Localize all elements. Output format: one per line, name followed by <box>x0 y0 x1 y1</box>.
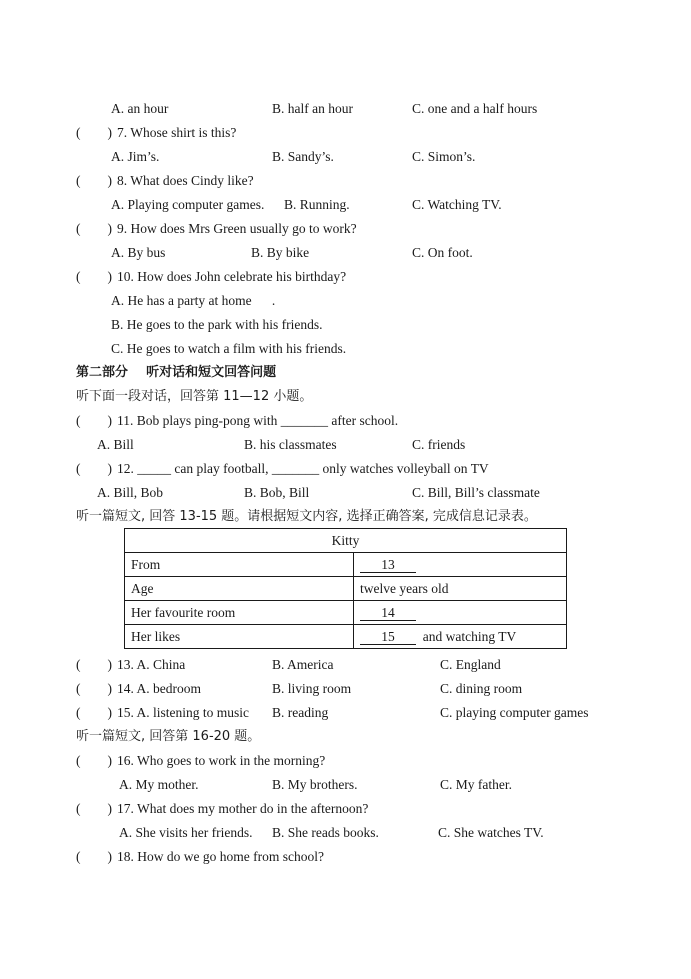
q7-stem: 7. Whose shirt is this? <box>117 125 237 140</box>
q16-option-c: C. My father. <box>440 777 512 792</box>
q11-option-a: A. Bill <box>97 437 134 452</box>
q14-option-c: C. dining room <box>440 681 523 696</box>
q8-option-b: B. Running. <box>284 197 350 212</box>
q17-option-b: B. She reads books. <box>272 825 379 840</box>
q7-option-c: C. Simon’s. <box>412 149 476 164</box>
blank-15[interactable]: 15 <box>360 630 416 645</box>
q17-option-a: A. She visits her friends. <box>119 825 253 840</box>
table-title-row <box>125 529 567 553</box>
q7-answer-paren[interactable]: ( ) <box>76 125 112 140</box>
row-value-age: twelve years old <box>354 577 567 601</box>
likes-suffix: and watching TV <box>416 628 517 644</box>
q8-stem: 8. What does Cindy like? <box>117 173 254 188</box>
table-title: Kitty <box>125 529 567 553</box>
blank-14[interactable]: 14 <box>360 606 416 621</box>
q11-option-c: C. friends <box>412 437 466 452</box>
blank-13[interactable]: 13 <box>360 558 416 573</box>
q6-option-a: A. an hour <box>111 101 169 116</box>
q7-option-a: A. Jim’s. <box>111 149 160 164</box>
q11-option-b: B. his classmates <box>244 437 337 452</box>
q18-stem: 18. How do we go home from school? <box>117 849 324 864</box>
q10-stem: 10. How does John celebrate his birthday? <box>117 269 347 284</box>
q15-answer-paren[interactable]: ( ) <box>76 705 112 720</box>
row-label-favourite-room: Her favourite room <box>125 601 354 625</box>
q15-option-c: C. playing computer games <box>440 705 589 720</box>
q16-option-b: B. My brothers. <box>272 777 358 792</box>
q8-option-a: A. Playing computer games. <box>111 197 265 212</box>
q10-option-a: A. He has a party at home . <box>111 293 276 308</box>
q18-answer-paren[interactable]: ( ) <box>76 849 112 864</box>
q10-option-b: B. He goes to the park with his friends. <box>111 317 323 332</box>
row-value-from[interactable] <box>354 553 567 577</box>
q12-answer-paren[interactable]: ( ) <box>76 461 112 476</box>
q11-answer-paren[interactable]: ( ) <box>76 413 112 428</box>
q9-option-c: C. On foot. <box>412 245 473 260</box>
q12-option-b: B. Bob, Bill <box>244 485 310 500</box>
section-2-title: 第二部分 听对话和短文回答问题 <box>76 365 277 380</box>
row-label-from: From <box>125 553 354 577</box>
q14-option-a: 14. A. bedroom <box>117 681 201 696</box>
q6-option-b: B. half an hour <box>272 101 353 116</box>
q13-option-a: 13. A. China <box>117 657 186 672</box>
q12-option-c: C. Bill, Bill’s classmate <box>412 485 540 500</box>
q8-answer-paren[interactable]: ( ) <box>76 173 112 188</box>
row-label-age: Age <box>125 577 354 601</box>
q6-option-c: C. one and a half hours <box>412 101 538 116</box>
q14-option-b: B. living room <box>272 681 352 696</box>
q16-answer-paren[interactable]: ( ) <box>76 753 112 768</box>
q10-answer-paren[interactable]: ( ) <box>76 269 112 284</box>
row-label-likes: Her likes <box>125 625 354 649</box>
q16-stem: 16. Who goes to work in the morning? <box>117 753 326 768</box>
passage-instruction-16-20: 听一篇短文, 回答第 16-20 题。 <box>76 729 261 744</box>
section-2-instruction: 听下面一段对话，回答第 11—12 小题。 <box>76 389 313 404</box>
table-row <box>125 601 567 625</box>
q16-option-a: A. My mother. <box>119 777 199 792</box>
passage-instruction-13-15: 听一篇短文, 回答 13-15 题。请根据短文内容, 选择正确答案, 完成信息记录表。 <box>76 509 537 524</box>
table-row <box>125 553 567 577</box>
table-row <box>125 577 567 601</box>
q11-stem: 11. Bob plays ping-pong with _______ after school. <box>117 413 399 428</box>
q13-option-c: C. England <box>440 657 501 672</box>
q15-option-a: 15. A. listening to music <box>117 705 250 720</box>
q12-stem: 12. _____ can play football, _______ only watches volleyball on TV <box>117 461 489 476</box>
table-row <box>125 625 567 649</box>
q15-option-b: B. reading <box>272 705 329 720</box>
q13-option-b: B. America <box>272 657 334 672</box>
q17-stem: 17. What does my mother do in the afternoon? <box>117 801 369 816</box>
row-value-favourite-room[interactable] <box>354 601 567 625</box>
q9-answer-paren[interactable]: ( ) <box>76 221 112 236</box>
q17-answer-paren[interactable]: ( ) <box>76 801 112 816</box>
kitty-info-table <box>124 528 567 649</box>
q9-stem: 9. How does Mrs Green usually go to work? <box>117 221 357 236</box>
q12-option-a: A. Bill, Bob <box>97 485 164 500</box>
row-value-likes[interactable] <box>354 625 567 649</box>
q9-option-a: A. By bus <box>111 245 166 260</box>
q14-answer-paren[interactable]: ( ) <box>76 681 112 696</box>
q7-option-b: B. Sandy’s. <box>272 149 334 164</box>
q13-answer-paren[interactable]: ( ) <box>76 657 112 672</box>
q17-option-c: C. She watches TV. <box>438 825 544 840</box>
q8-option-c: C. Watching TV. <box>412 197 502 212</box>
q9-option-b: B. By bike <box>251 245 310 260</box>
q10-option-c: C. He goes to watch a film with his friends. <box>111 341 347 356</box>
